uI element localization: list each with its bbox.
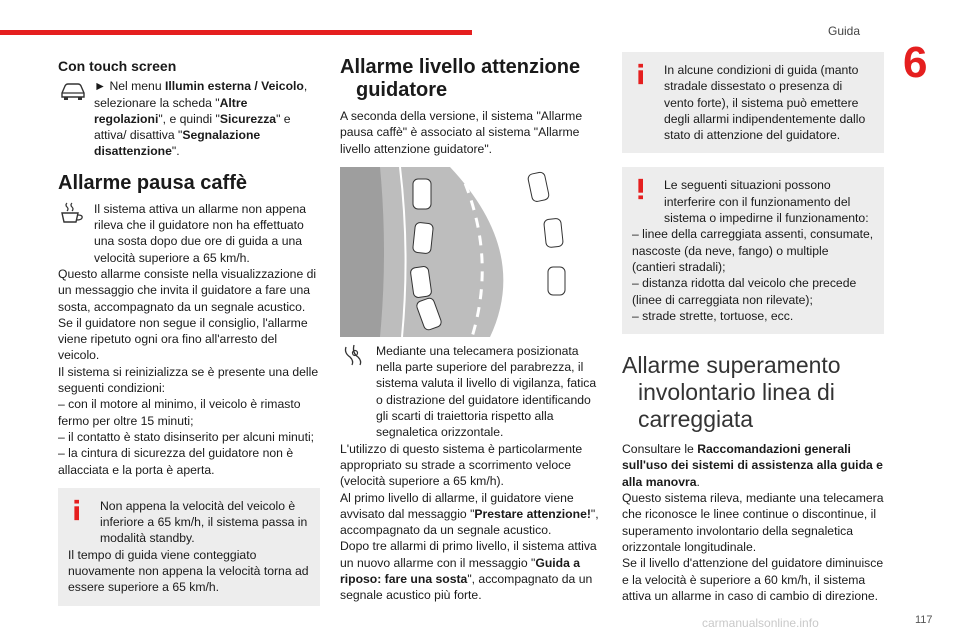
warning-list-item-1: – linee della carreggiata assenti, consumate, nascoste (da neve, fango) o multiple (cantieri stradali); bbox=[632, 227, 874, 274]
attention-p4: Dopo tre allarmi di primo livello, il sistema attiva un nuovo allarme con il messaggio "Guida a riposo: fare una sosta", accompagnato da un segnale acustico più forte. bbox=[340, 539, 597, 603]
column-1 bbox=[58, 52, 320, 606]
coffee-list-item-2: – il contatto è stato disinserito per alcuni minuti; bbox=[58, 429, 315, 444]
lane-p3: Se il livello d'attenzione del guidatore diminuisce e la velocità è superiore a 60 km/h, il sistema attiva un allarme in caso di cambio di direzione. bbox=[622, 556, 884, 603]
road-cars-illustration bbox=[340, 167, 602, 337]
info-box-road-conditions: In alcune condizioni di guida (manto stradale dissestato o presenza di vento forte), il sistema può emettere degli allarmi indipendentemente dallo stato di attenzione del guidatore. bbox=[622, 52, 884, 153]
lane-departure-heading: Allarme superamento involontario linea di carreggiata bbox=[622, 352, 841, 433]
lane-p2: Questo sistema rileva, mediante una telecamera che riconosce le linee continue o discontinue, il superamento involontario della segnaletica orizzontale longitudinale. bbox=[622, 491, 884, 554]
coffee-p4: Il sistema si reinizializza se è presente una delle seguenti condizioni: bbox=[58, 364, 319, 396]
lane-p1: Consultare le Raccomandazioni generali sull'uso dei sistemi di assistenza alla guida e alla manovra. bbox=[622, 442, 883, 489]
info-box-standby: Non appena la velocità del veicolo è inferiore a 65 km/h, il sistema passa in modalità standby. Il tempo di guida viene conteggiato nuovamente non appena la velocità torna ad essere superiore a 65 km/h. bbox=[58, 488, 320, 606]
coffee-list-item-3: – la cintura di sicurezza del guidatore non è allacciata e la porta è aperta. bbox=[58, 446, 294, 477]
warning-list-item-3: – strade strette, tortuose, ecc. bbox=[632, 308, 794, 323]
coffee-p3: Se il guidatore non segue il consiglio, l'allarme viene ripetuto ogni ora fino all'arresto del veicolo. bbox=[58, 315, 308, 363]
header-accent-bar bbox=[0, 30, 472, 35]
touch-screen-heading: Con touch screen bbox=[58, 58, 177, 74]
warning-box: Le seguenti situazioni possono interferire con il funzionamento del sistema o impedirne il funzionamento: – linee della carreggiata assenti, consumate, nascoste (da neve, fango) o multiple (cantieri stradali); – distanza ridotta dal veicolo che precede (linee di carreggiata non rilevate); – strade strette, tortuose, ecc. bbox=[622, 167, 884, 334]
section-title: Guida bbox=[828, 24, 861, 38]
car-icon bbox=[58, 78, 88, 102]
coffee-intro: Il sistema attiva un allarme non appena rileva che il guidatore non ha effettuato una sosta dopo due ore di guida a una velocità superiore a 65 km/h. bbox=[58, 201, 320, 266]
attention-p2: L'utilizzo di questo sistema è particolarmente appropriato su strade a scorrimento veloce (velocità superiore a 65 km/h). bbox=[340, 441, 583, 489]
attention-p3: Al primo livello di allarme, il guidatore viene avvisato dal messaggio "Prestare attenzione!", accompagnato da un segnale acustico. bbox=[340, 490, 599, 538]
info-icon bbox=[632, 62, 654, 86]
info-icon bbox=[68, 498, 90, 522]
warning-list-item-2: – distanza ridotta dal veicolo che precede (linee di carreggiata non rilevate); bbox=[632, 276, 857, 307]
camera-icon bbox=[340, 343, 370, 367]
warning-icon bbox=[632, 177, 654, 201]
column-2 bbox=[340, 52, 602, 604]
info-standby-p2: Il tempo di guida viene conteggiato nuovamente non appena la velocità torna ad essere superiore a 65 km/h. bbox=[68, 547, 309, 595]
coffee-break-heading: Allarme pausa caffè bbox=[58, 171, 247, 194]
coffee-cup-icon bbox=[58, 201, 88, 225]
attention-alert-heading: Allarme livello attenzione guidatore bbox=[340, 56, 581, 101]
chapter-number: 6 bbox=[903, 38, 928, 87]
camera-paragraph: Mediante una telecamera posizionata nella parte superiore del parabrezza, il sistema valuta il livello di vigilanza, fatica o distrazione del guidatore identificando gli scarti di traiettoria rispetto alla segnaletica orizzontale. bbox=[340, 343, 602, 441]
watermark: carmanualsonline.info bbox=[702, 616, 819, 630]
attention-intro: A seconda della versione, il sistema "Allarme pausa caffè" è associato al sistema "Allarme livello attenzione guidatore". bbox=[340, 109, 583, 156]
column-3 bbox=[622, 52, 884, 604]
touch-screen-instruction: ► Nel menu Illumin esterna / Veicolo, selezionare la scheda "Altre regolazioni", e quindi "Sicurezza" e attiva/ disattiva "Segnalazione disattenzione". bbox=[58, 78, 320, 159]
page-number: 117 bbox=[915, 614, 933, 626]
coffee-p2: Questo allarme consiste nella visualizzazione di un messaggio che invita il guidatore a fare una sosta, accompagnato da un segnale acustico. bbox=[58, 266, 317, 314]
coffee-list-item-1: – con il motore al minimo, il veicolo è rimasto fermo per oltre 15 minuti; bbox=[58, 397, 301, 428]
